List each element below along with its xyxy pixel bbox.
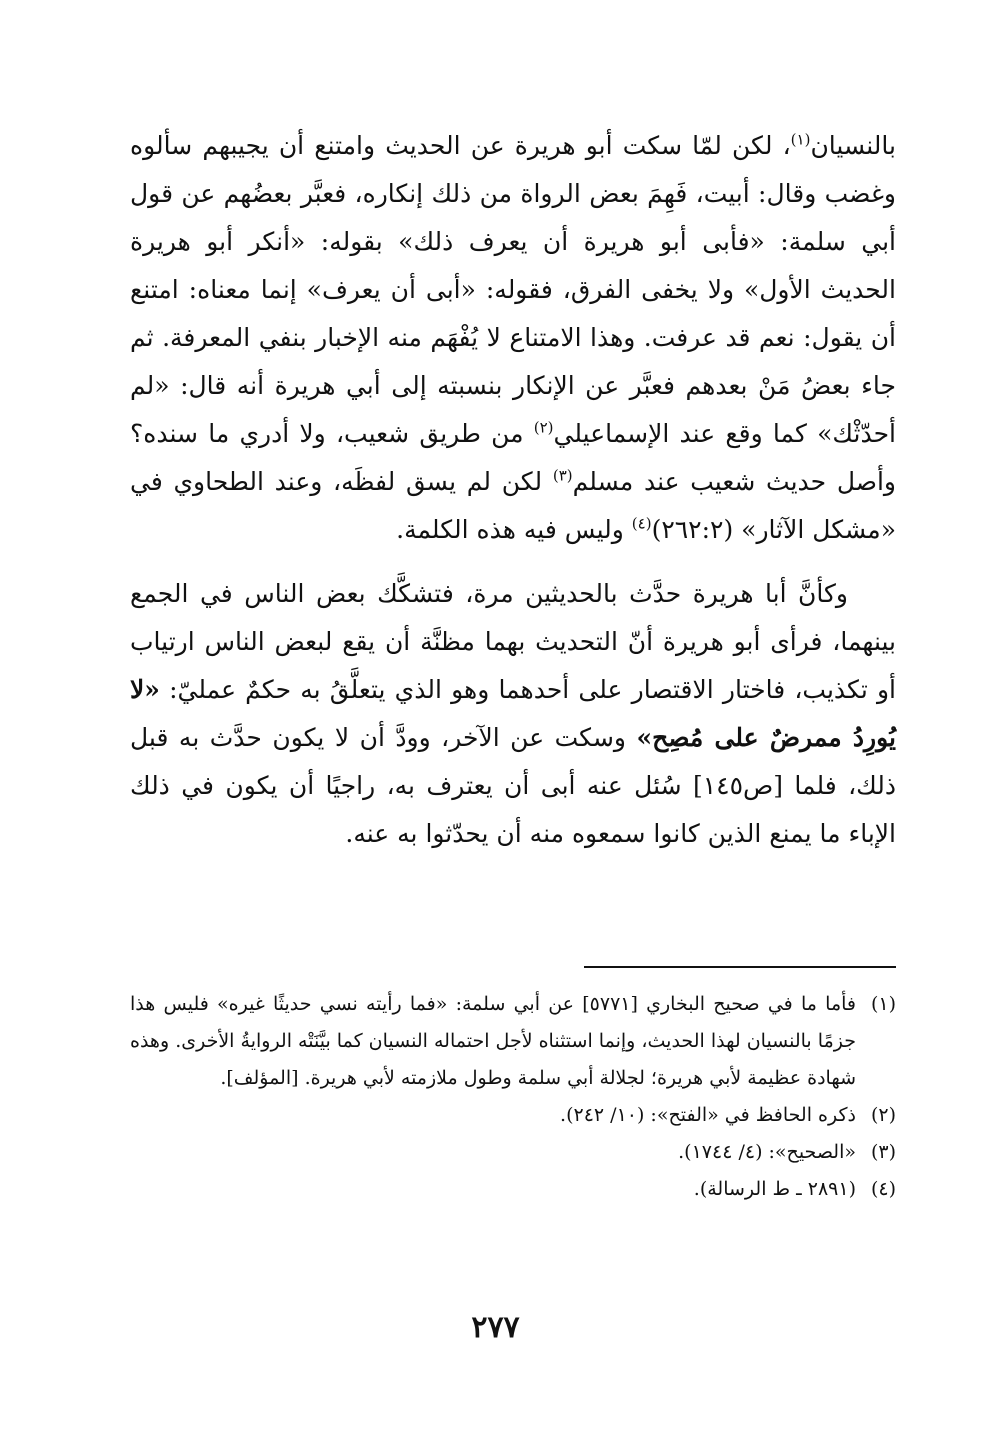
footnote-number: (٣): [870, 1141, 896, 1163]
footnote-ref-1: (١): [790, 130, 811, 149]
paragraph-2-text: وكأنَّ أبا هريرة حدَّث بالحديثين مرة، فتشكَّك بعض الناس في الجمع بينهما، فرأى أبو هريرة أنّ التحديث بهما مظنَّة أن يقع لبعض الناس ارتياب أو تكذيب، فاختار الاقتصار على أحدهما وهو الذي يتعلَّقُ به حكمٌ عمليّ:: [130, 579, 896, 704]
paragraph-1-text: من طريق شعيب، ولا أدري ما سنده؟ وأصل حديث شعيب عند مسلم: [130, 419, 897, 496]
footnote-2: [130, 1097, 896, 1134]
paragraph-2-text: وسكت عن الآخر، وودَّ أن لا يكون حدَّث به قبل ذلك، فلما [ص١٤٥] سُئل عنه أبى أن يعترف به، راجيًا أن يكون في ذلك الإباء ما يمنع الذين كانوا سمعوه منه أن يحدّثوا به عنه.: [130, 723, 897, 848]
footnote-text: فأما ما في صحيح البخاري [٥٧٧١] عن أبي سلمة: «فما رأيته نسي حديثًا غيره» فليس هذا جزمًا بالنسيان لهذا الحديث، وإنما استثناه لأجل احتماله النسيان كما بيَّنَتْه الروايةُ الأخرى. وهذه شهادة عظيمة لأبي هريرة؛ لجلالة أبي سلمة وطول ملازمته لأبي هريرة. [المؤلف].: [130, 993, 857, 1089]
footnote-ref-2: (٢): [533, 418, 554, 437]
paragraph-1-text: لكن لم يسق لفظَه، وعند الطحاوي في «مشكل الآثار» (٢٦٢:٢): [130, 467, 896, 544]
paragraph-1-text: بالنسيان: [810, 131, 896, 160]
footnote-text: (٢٨٩١ ـ ط الرسالة).: [693, 1178, 856, 1200]
main-text: [130, 122, 896, 858]
paragraph-1-text: وليس فيه هذه الكلمة.: [396, 515, 632, 544]
footnote-1: [130, 986, 896, 1097]
footnote-4: [130, 1171, 896, 1208]
footnote-ref-3: (٣): [552, 466, 573, 485]
footnote-number: (٢): [870, 1104, 896, 1126]
footnote-ref-4: (٤): [631, 514, 652, 533]
footnote-divider: [584, 966, 896, 968]
page-number: ٢٧٧: [471, 1310, 520, 1345]
footnote-number: (٤): [870, 1178, 896, 1200]
hadith-quote: «لا يُورِدُ ممرضٌ على مُصِح»: [130, 675, 896, 752]
footnote-text: «الصحيح»: (٤/ ١٧٤٤).: [678, 1141, 856, 1163]
footnotes: [130, 986, 896, 1208]
footnote-number: (١): [870, 993, 896, 1015]
paragraph-1-text: ، لكن لمّا سكت أبو هريرة عن الحديث وامتنع أن يجيبهم سألوه وغضب وقال: أبيت، فَهِمَ بعض الرواة من ذلك إنكاره، فعبَّر بعضُهم عن قول أبي سلمة: «فأبى أبو هريرة أن يعرف ذلك» بقوله: «أنكر أبو هريرة الحديث الأول» ولا يخفى الفرق، فقوله: «أبى أن يعرف» إنما معناه: امتنع أن يقول: نعم قد عرفت. وهذا الامتناع لا يُفْهَم منه الإخبار بنفي المعرفة. ثم جاء بعضُ مَنْ بعدهم فعبَّر عن الإنكار بنسبته إلى أبي هريرة أنه قال: «لم أحدّثْك» كما وقع عند الإسماعيلي: [130, 131, 896, 448]
paragraph-2: [130, 570, 896, 858]
footnote-text: ذكره الحافظ في «الفتح»: (١٠/ ٢٤٢).: [560, 1104, 856, 1126]
footnote-3: [130, 1134, 896, 1171]
paragraph-1: [130, 122, 896, 554]
